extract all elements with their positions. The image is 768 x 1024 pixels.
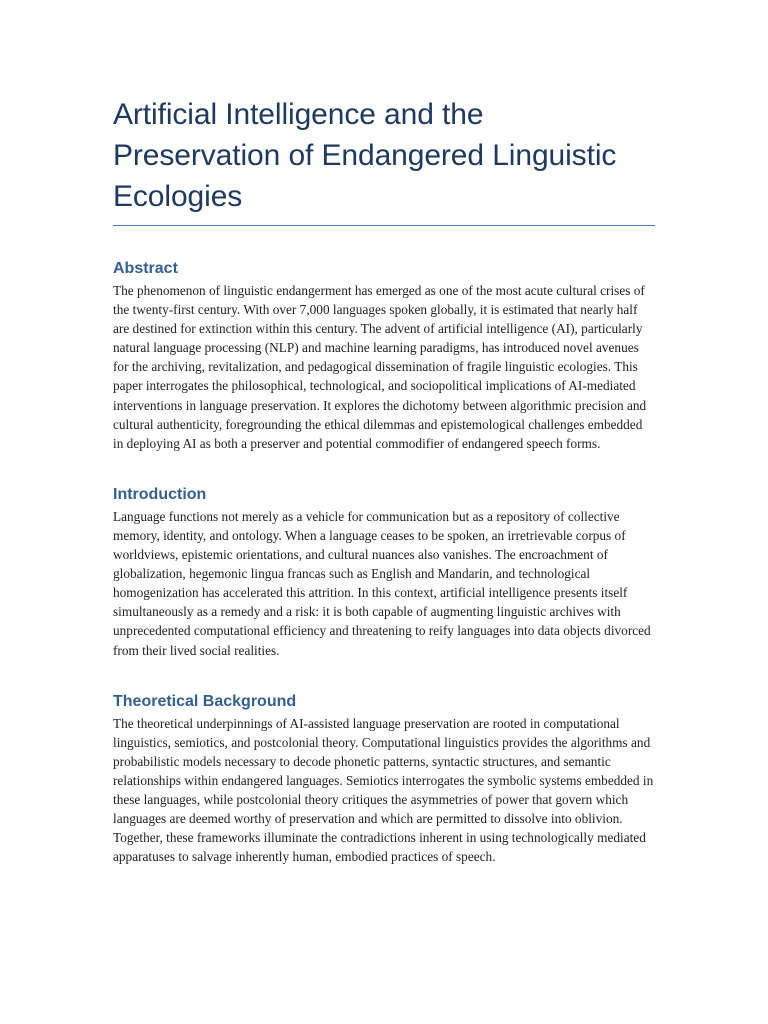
introduction-paragraph: Language functions not merely as a vehicle for communication but as a repository of collective memory, identity, and ontology. When a language ceases to be spoken, an irretrievable corpus of worldviews, epistemic orientations, and cultural nuances also vanishes. The encroachment of globalization, hegemonic lingua francas such as English and Mandarin, and technological homogenization has accelerated this attrition. In this context, artificial intelligence presents itself simultaneously as a remedy and a risk: it is both capable of augmenting linguistic archives with unprecedented computational efficiency and threatening to reify languages into data objects divorced from their lived social realities.	[113, 508, 651, 658]
abstract-section	[113, 259, 655, 453]
document-page	[113, 94, 655, 866]
theoretical-background-section	[113, 692, 655, 867]
introduction-section	[113, 485, 655, 660]
theoretical-background-heading: Theoretical Background	[113, 692, 297, 710]
introduction-heading: Introduction	[113, 485, 207, 503]
theoretical-background-paragraph: The theoretical underpinnings of AI-assisted language preservation are rooted in computational linguistics, semiotics, and postcolonial theory. Computational linguistics provides the algorithms and probabilistic models necessary to decode phonetic patterns, syntactic structures, and semantic relationships within endangered languages. Semiotics interrogates the symbolic systems embedded in these languages, while postcolonial theory critiques the asymmetries of power that govern which languages are deemed worthy of preservation and which are permitted to dissolve into oblivion. Together, these frameworks illuminate the contradictions inherent in using technologically mediated apparatuses to salvage inherently human, embodied practices of speech.	[113, 715, 654, 865]
abstract-heading: Abstract	[113, 260, 178, 277]
document-title: Artificial Intelligence and the Preservation of Endangered Linguistic Ecologies	[113, 94, 655, 226]
abstract-paragraph: The phenomenon of linguistic endangerment has emerged as one of the most acute cultural crises of the twenty-first century. With over 7,000 languages spoken globally, it is estimated that nearly half are destined for extinction within this century. The advent of artificial intelligence (AI), particularly natural language processing (NLP) and machine learning paradigms, has introduced novel avenues for the archiving, revitalization, and pedagogical dissemination of fragile linguistic ecologies. This paper interrogates the philosophical, technological, and sociopolitical implications of AI-mediated interventions in language preservation. It explores the dichotomy between algorithmic precision and cultural authenticity, foregrounding the ethical dilemmas and epistemological challenges embedded in deploying AI as both a preserver and potential commodifier of endangered speech forms.	[113, 283, 647, 451]
